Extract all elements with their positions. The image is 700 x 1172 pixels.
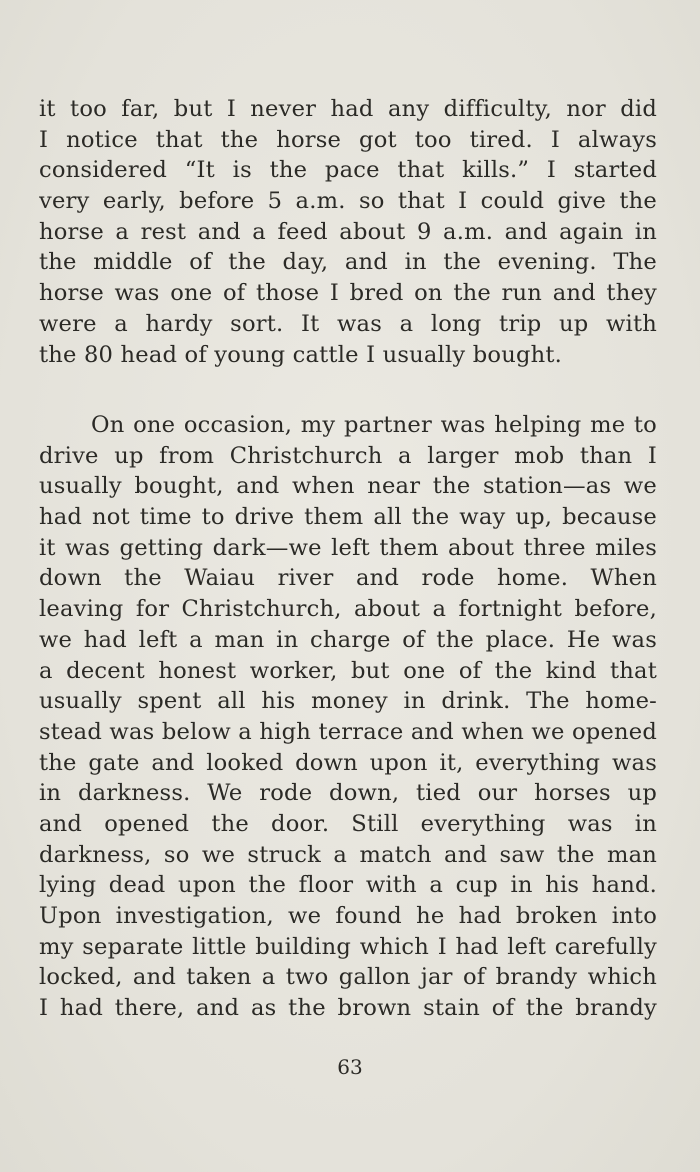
text-line: very early, before 5 a.m. so that I could give the: [39, 188, 657, 215]
text-line: it was getting dark—we left them about three miles: [39, 534, 657, 561]
text-line: Upon investigation, we found he had broken into: [39, 903, 657, 929]
text-line: horse a rest and a feed about 9 a.m. and again in: [39, 218, 657, 245]
page-number: 63: [337, 1055, 363, 1079]
text-line: considered “It is the pace that kills.” I started: [39, 157, 657, 184]
text-line: and opened the door. Still everything was in: [39, 810, 657, 837]
text-line: the gate and looked down upon it, everything was: [39, 749, 657, 776]
text-line: usually spent all his money in drink. The home-: [39, 688, 657, 715]
text-line: horse was one of those I bred on the run and they: [39, 280, 657, 307]
text-line: my separate little building which I had left carefully: [39, 933, 657, 960]
text-line: On one occasion, my partner was helping me to: [91, 412, 657, 438]
text-line: it too far, but I never had any difficulty, nor did: [39, 96, 657, 122]
text-line: drive up from Christchurch a larger mob than I: [39, 442, 657, 469]
text-line: we had left a man in charge of the place. He was: [39, 626, 657, 653]
text-line: lying dead upon the floor with a cup in his hand.: [39, 872, 657, 899]
text-line: I notice that the horse got too tired. I always: [39, 126, 657, 153]
text-line: were a hardy sort. It was a long trip up with: [39, 310, 657, 337]
text-line: leaving for Christchurch, about a fortnight before,: [39, 596, 657, 623]
text-line: a decent honest worker, but one of the kind that: [39, 657, 657, 684]
text-line: stead was below a high terrace and when we opened: [39, 718, 657, 745]
text-line: the middle of the day, and in the evening. The: [39, 249, 657, 276]
text-line: usually bought, and when near the station—as we: [39, 473, 657, 500]
text-line: in darkness. We rode down, tied our horses up: [39, 780, 657, 807]
text-line: down the Waiau river and rode home. When: [39, 565, 657, 592]
paragraph-occasion: [39, 410, 657, 1024]
text-line: darkness, so we struck a match and saw the man: [39, 841, 657, 868]
text-line: locked, and taken a two gallon jar of brandy which: [39, 964, 657, 991]
text-line: had not time to drive them all the way up, because: [39, 504, 657, 531]
paragraph-continued: [39, 94, 657, 370]
text-line: the 80 head of young cattle I usually bought.: [39, 341, 563, 368]
text-line: I had there, and as the brown stain of the brandy: [39, 995, 657, 1022]
